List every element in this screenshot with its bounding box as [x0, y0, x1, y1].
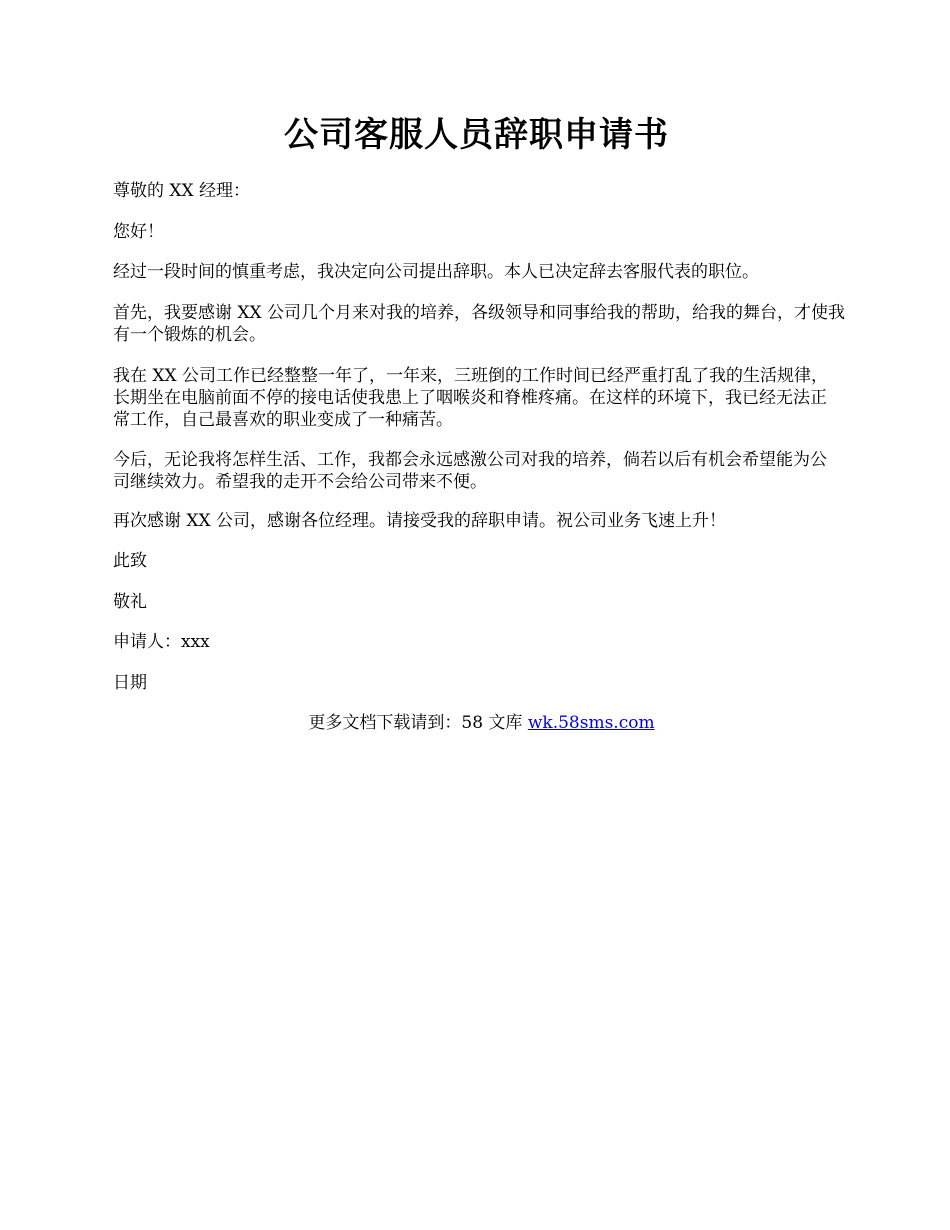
salutation: 尊敬的 XX 经理：: [113, 181, 251, 201]
paragraph-1: 经过一段时间的慎重考虑，我决定向公司提出辞职。本人已决定辞去客服代表的职位。: [113, 262, 759, 282]
closing-ci-zhi: 此致: [113, 551, 147, 571]
footer-text: 更多文档下载请到：58 文库: [308, 713, 528, 733]
paragraph-5: 再次感谢 XX 公司，感谢各位经理。请接受我的辞职申请。祝公司业务飞速上升！: [113, 511, 727, 531]
paragraph-3: 我在 XX 公司工作已经整整一年了，一年来，三班倒的工作时间已经严重打乱了我的生活规律，长期坐在电脑前面不停的接电话使我患上了咽喉炎和脊椎疼痛。在这样的环境下，我已经无法正常工作，自己最喜欢的职业变成了一种痛苦。: [113, 366, 829, 430]
paragraph-4: 今后，无论我将怎样生活、工作，我都会永远感激公司对我的培养，倘若以后有机会希望能为公司继续效力。希望我的走开不会给公司带来不便。: [113, 450, 827, 492]
footer-link[interactable]: wk.58sms.com: [527, 713, 655, 733]
paragraph-2: 首先，我要感谢 XX 公司几个月来对我的培养，各级领导和同事给我的帮助，给我的舞台，才使我有一个锻炼的机会。: [113, 303, 846, 345]
closing-jing-li: 敬礼: [113, 592, 147, 612]
document-title: 公司客服人员辞职申请书: [284, 115, 669, 155]
footer: [113, 712, 850, 734]
greeting: 您好！: [113, 222, 164, 242]
applicant-line: 申请人：xxx: [113, 632, 210, 652]
date-line: 日期: [113, 673, 147, 693]
